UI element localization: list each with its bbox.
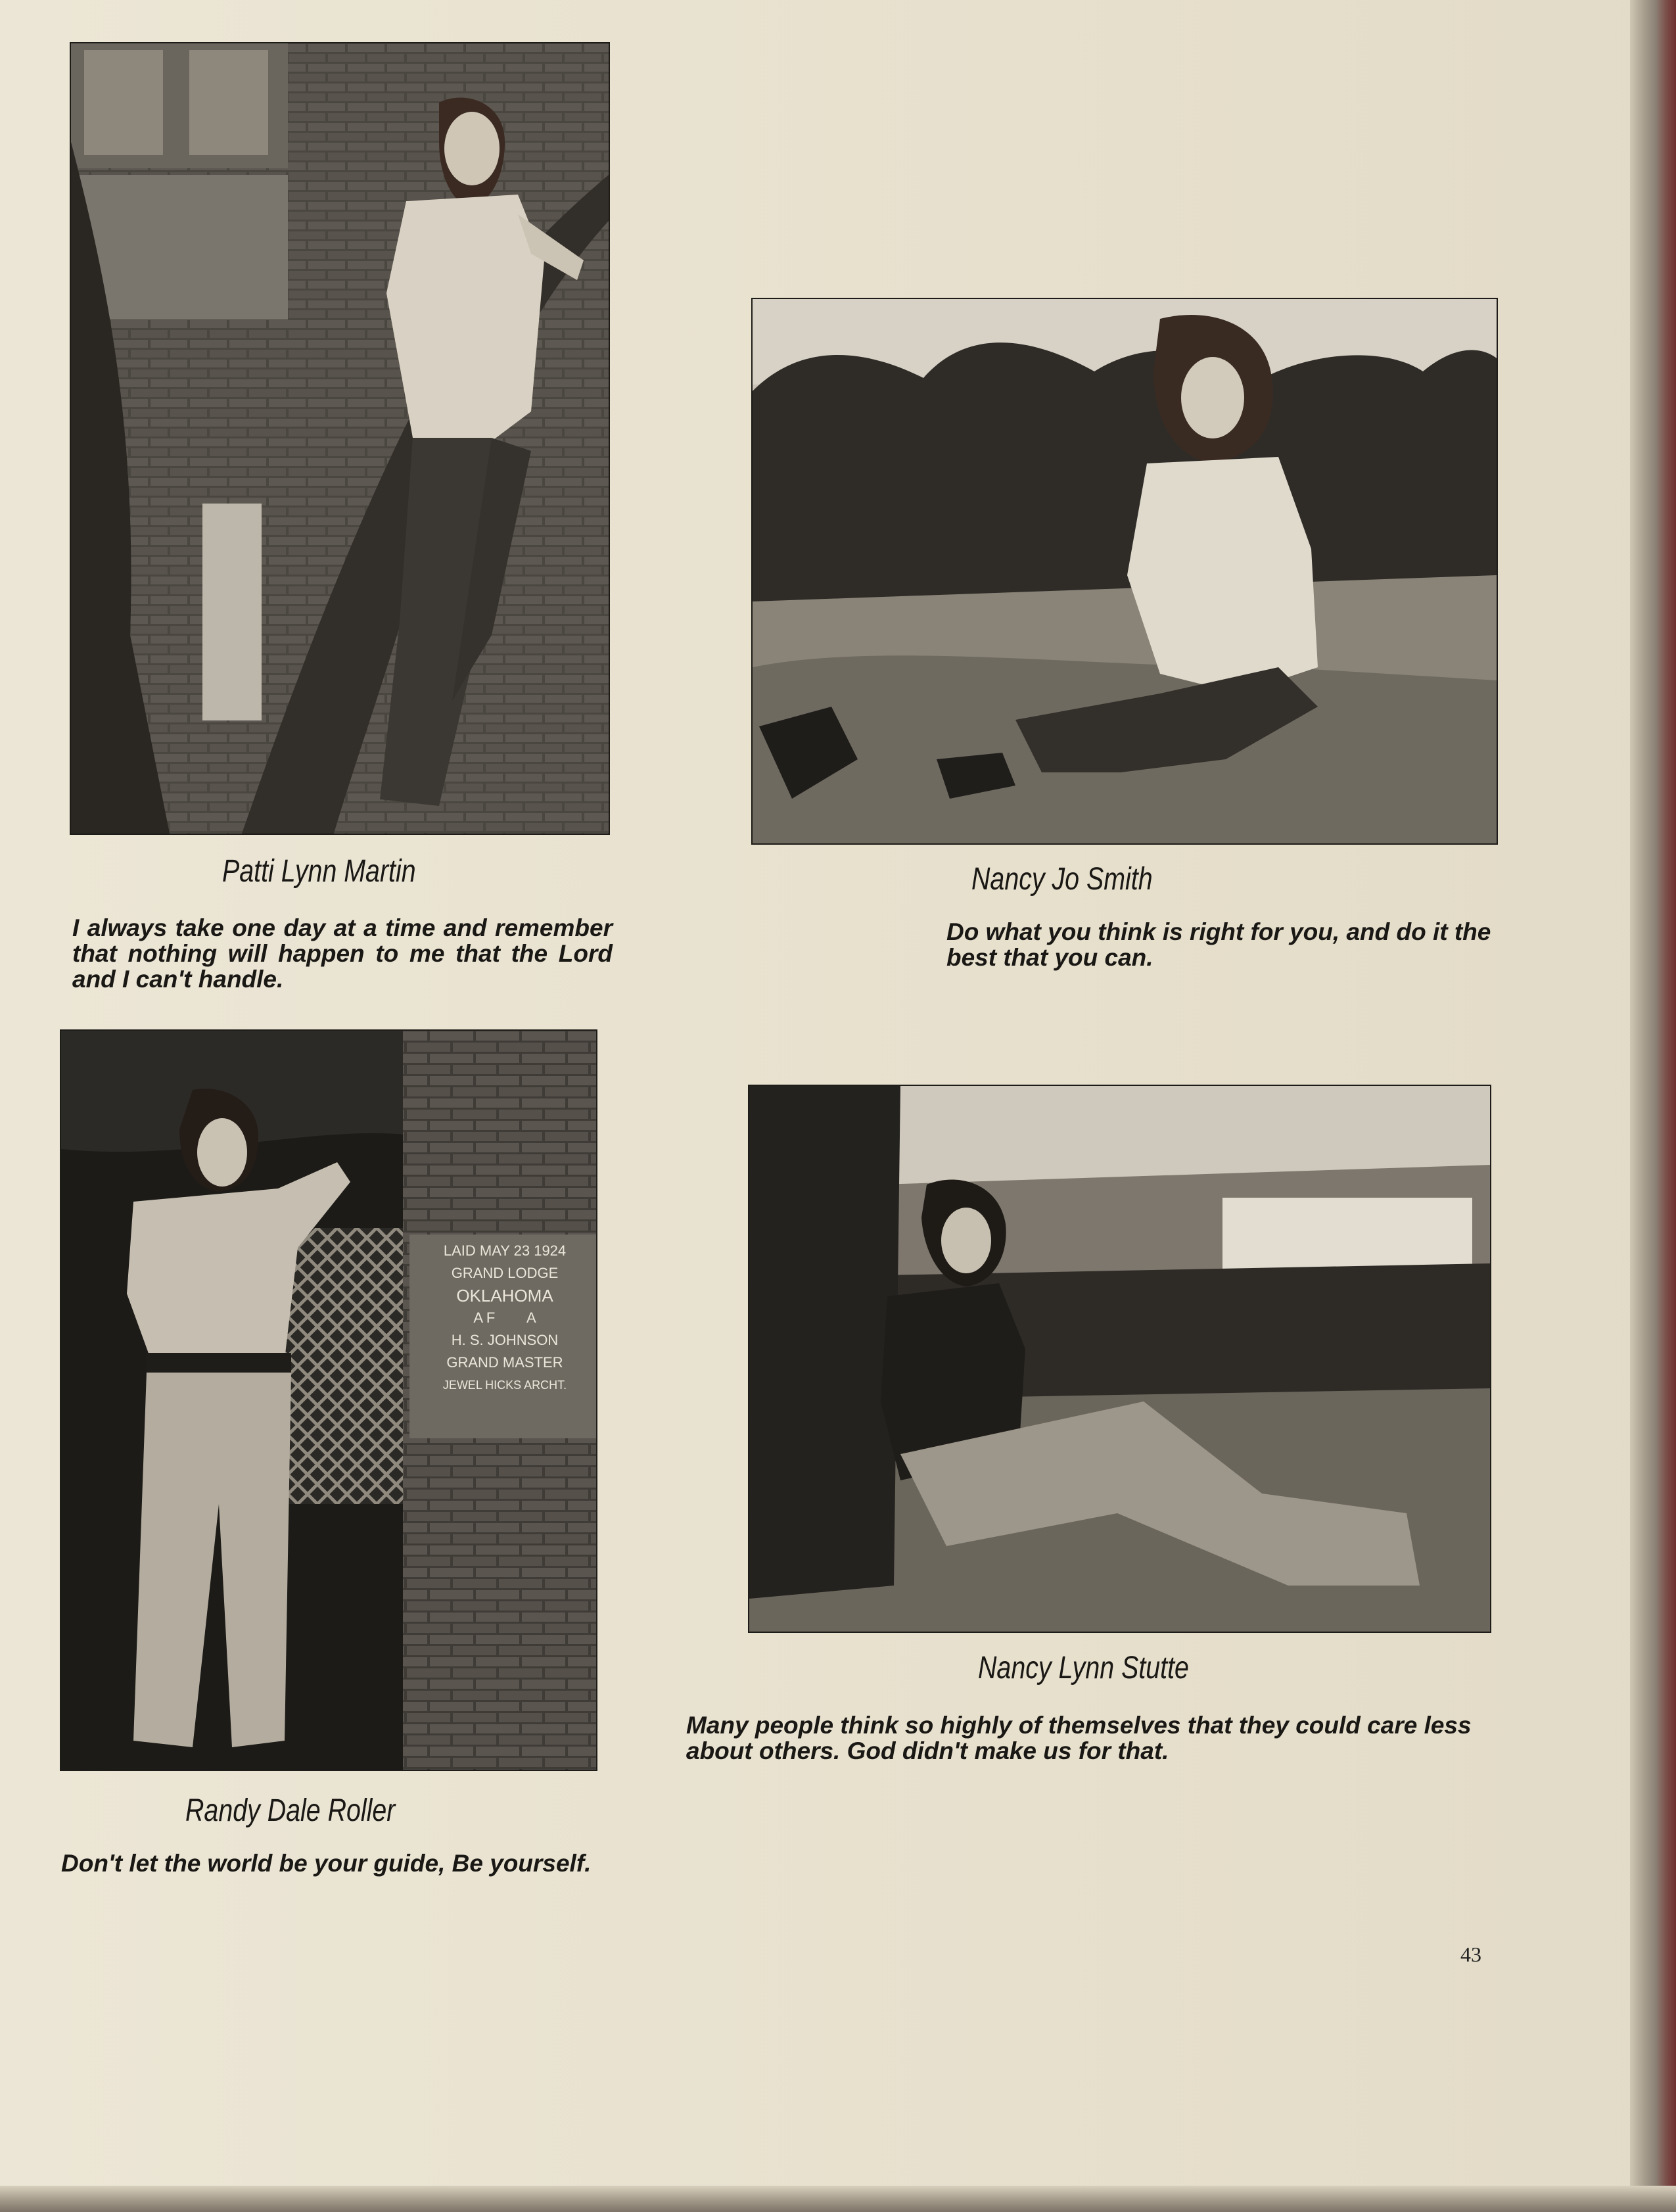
photo-shrubs-lawn: [753, 299, 1497, 843]
photo-tree-trunk-yard: [749, 1086, 1490, 1632]
student-name: Nancy Jo Smith: [971, 862, 1153, 897]
page-number: 43: [1460, 1942, 1481, 1966]
cornerstone-line: A F A: [473, 1309, 536, 1326]
photo-patti-lynn-martin: [71, 43, 609, 834]
cornerstone-line: JEWEL HICKS ARCHT.: [442, 1378, 567, 1392]
cornerstone-line: OKLAHOMA: [456, 1286, 553, 1306]
cornerstone-line: GRAND MASTER: [446, 1354, 563, 1371]
student-name: Randy Dale Roller: [185, 1793, 396, 1828]
cornerstone-inscription: [416, 1240, 594, 1396]
student-name: Patti Lynn Martin: [222, 854, 416, 889]
photo-tree-brick-wall: [71, 43, 609, 834]
cornerstone-line: GRAND LODGE: [451, 1265, 559, 1281]
student-quote: Don't let the world be your guide, Be yourself.: [61, 1850, 592, 1877]
student-quote: I always take one day at a time and remember that nothing will happen to me that the Lord and I can't handle.: [72, 914, 613, 993]
book-binding-edge: [1630, 0, 1676, 2212]
student-name: Nancy Lynn Stutte: [978, 1651, 1189, 1685]
photo-nancy-lynn-stutte: [749, 1086, 1490, 1632]
student-quote: Do what you think is right for you, and do it the best that you can.: [946, 918, 1491, 971]
cornerstone-line: H. S. JOHNSON: [451, 1332, 559, 1348]
photo-nancy-jo-smith: [753, 299, 1497, 843]
page-bottom-edge: [0, 2186, 1676, 2212]
cornerstone-line: LAID MAY 23 1924: [443, 1242, 567, 1259]
student-quote: Many people think so highly of themselves that they could care less about others. God didn't make us for that.: [686, 1712, 1472, 1764]
photo-randy-dale-roller: [61, 1031, 596, 1770]
photo-cornerstone-wall: [61, 1031, 596, 1770]
